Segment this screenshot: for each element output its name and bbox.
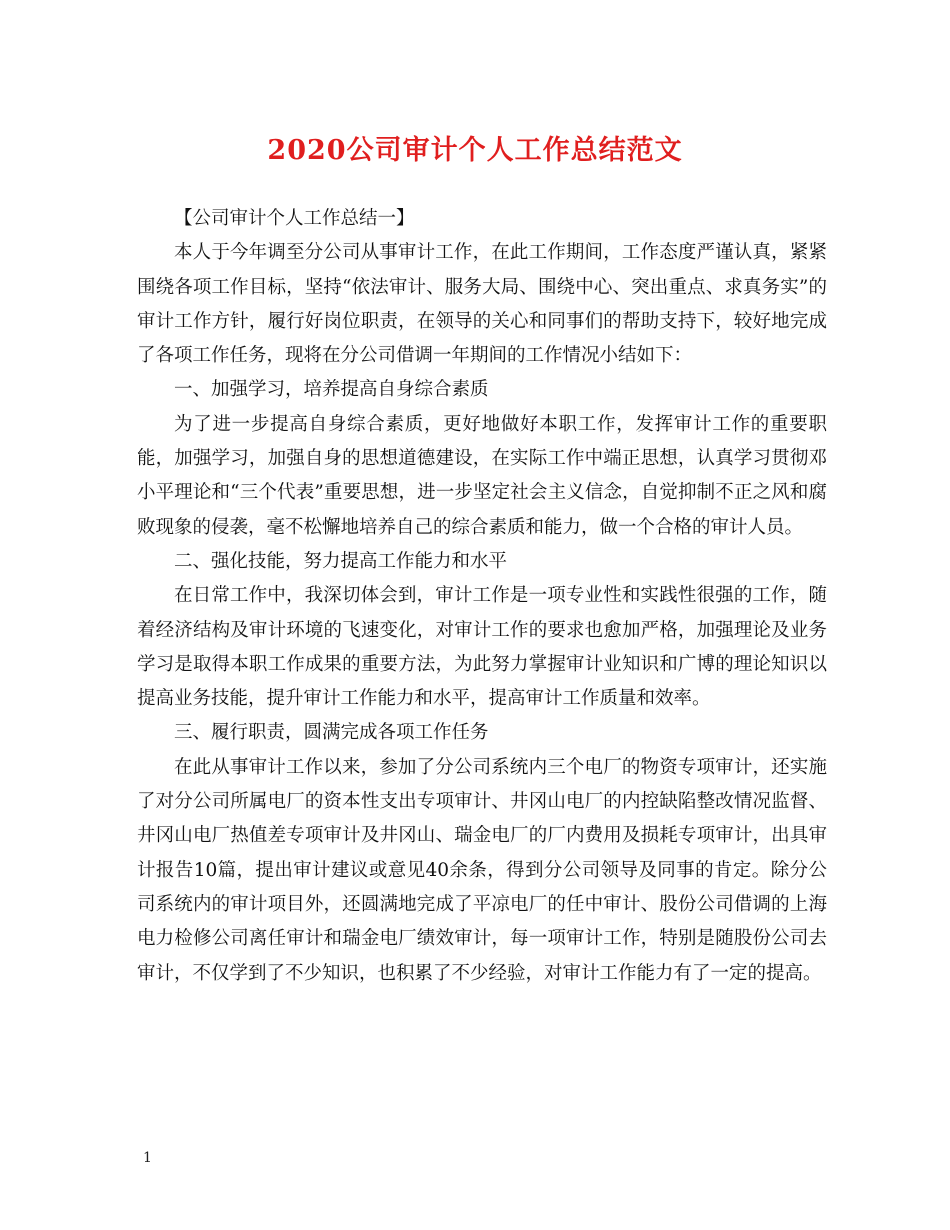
document-body	[137, 202, 827, 991]
document-title: 2020公司审计个人工作总结范文	[267, 135, 683, 166]
paragraph: 在此从事审计工作以来，参加了分公司系统内三个电厂的物资专项审计，还实施了对分公司所属电厂的资本性支出专项审计、井冈山电厂的内控缺陷整改情况监督、井冈山电厂热值差专项审计及井冈山、瑞金电厂的厂内费用及损耗专项审计，出具审计报告10篇，提出审计建议或意见40余条，得到分公司领导及同事的肯定。除分公司系统内的审计项目外，还圆满地完成了平凉电厂的任中审计、股份公司借调的上海电力检修公司离任审计和瑞金电厂绩效审计，每一项审计工作，特别是随股份公司去审计，不仅学到了不少知识，也积累了不少经验，对审计工作能力有了一定的提高。	[137, 756, 827, 984]
section-heading: 二、强化技能，努力提高工作能力和水平	[174, 550, 508, 572]
page-number: 1	[143, 1150, 152, 1166]
paragraph: 本人于今年调至分公司从事审计工作，在此工作期间，工作态度严谨认真，紧紧围绕各项工作目标，坚持“依法审计、服务大局、围绕中心、突出重点、求真务实”的审计工作方针，履行好岗位职责，在领导的关心和同事们的帮助支持下，较好地完成了各项工作任务，现将在分公司借调一年期间的工作情况小结如下：	[137, 242, 827, 367]
paragraph: 为了进一步提高自身综合素质，更好地做好本职工作，发挥审计工作的重要职能，加强学习，加强自身的思想道德建设，在实际工作中端正思想，认真学习贯彻邓小平理论和“三个代表”重要思想，进一步坚定社会主义信念，自觉抑制不正之风和腐败现象的侵袭，毫不松懈地培养自己的综合素质和能力，做一个合格的审计人员。	[137, 413, 827, 538]
section-heading: 【公司审计个人工作总结一】	[174, 208, 415, 229]
paragraph: 在日常工作中，我深切体会到，审计工作是一项专业性和实践性很强的工作，随着经济结构及审计环境的飞速变化，对审计工作的要求也愈加严格，加强理论及业务学习是取得本职工作成果的重要方法，为此努力掌握审计业知识和广博的理论知识以提高业务技能，提升审计工作能力和水平，提高审计工作质量和效率。	[137, 585, 827, 710]
section-heading: 一、加强学习，培养提高自身综合素质	[174, 379, 489, 401]
section-heading: 三、履行职责，圆满完成各项工作任务	[174, 722, 489, 744]
